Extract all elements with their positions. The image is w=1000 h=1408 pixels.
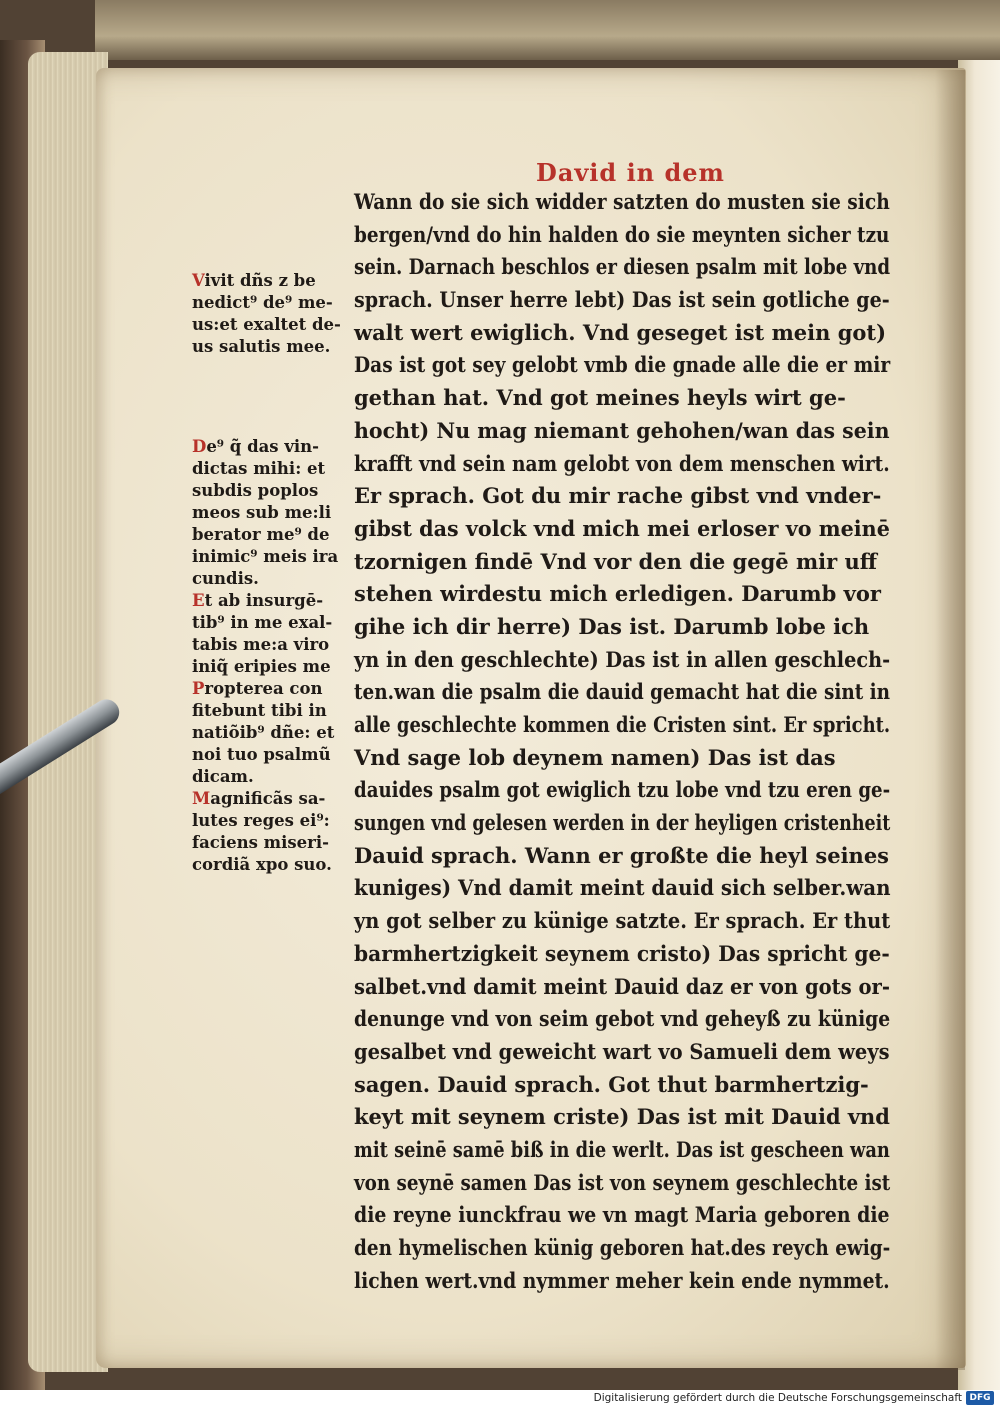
marginal-line: faciens miseri-	[192, 833, 329, 852]
text-line: gesalbet vnd geweicht wart vo Samueli dem weys	[354, 1038, 890, 1064]
text-line: sungen vnd gelesen werden in der heyligen cristenheit	[354, 810, 891, 836]
marginal-line: Propterea con	[192, 679, 323, 698]
marginal-line: tabis me:a viro	[192, 635, 330, 654]
dfg-logo: DFG	[966, 1391, 994, 1405]
text-line: walt wert ewiglich. Vnd geseget ist mein got)	[354, 319, 887, 345]
marginal-note-deus	[192, 436, 342, 876]
rubric-initial: D	[192, 437, 207, 456]
text-line: sein. Darnach beschlos er diesen psalm mit lobe vnd	[354, 254, 891, 280]
rubric-initial: E	[192, 591, 205, 610]
running-head: David in dem	[536, 158, 725, 187]
marginal-line: cordiã xpo suo.	[192, 855, 332, 874]
text-line: den hymelischen künig geboren hat.des reych ewig-	[354, 1235, 891, 1260]
rubric-initial: M	[192, 789, 211, 808]
text-line: gibst das volck vnd mich mei erloser vo meinē	[354, 515, 890, 541]
text-line: krafft vnd sein nam gelobt von dem menschen wirt.	[354, 450, 890, 476]
marginal-line: noi tuo psalmũ	[192, 745, 331, 764]
text-line: alle geschlechte kommen die Cristen sint. Er spricht.	[354, 712, 891, 737]
text-line: von seynē samen Das ist von seynem geschlechte ist	[354, 1169, 891, 1195]
text-line: ten.wan die psalm die dauid gemacht hat die sint in	[354, 679, 891, 705]
text-line: Er sprach. Got du mir rache gibst vnd vnder-	[354, 483, 882, 509]
marginal-line: inimic⁹ meis ira	[192, 547, 339, 566]
text-line: mit seinē samē biß in die werlt. Das ist gescheen wan	[354, 1136, 890, 1162]
text-line: tzornigen findē Vnd vor den die gegē mir uff	[354, 548, 878, 574]
rubric-initial: V	[192, 271, 205, 290]
text-line: lichen wert.vnd nymmer meher kein ende nymmet.	[354, 1267, 890, 1293]
text-line: keyt mit seynem criste) Das ist mit Dauid vnd	[354, 1104, 890, 1130]
rubric-initial: P	[192, 679, 205, 698]
text-line: sagen. Dauid sprach. Got thut barmhertzig-	[354, 1071, 869, 1097]
text-line: dauides psalm got ewiglich tzu lobe vnd tzu eren ge-	[354, 777, 891, 803]
text-line: Das ist got sey gelobt vmb die gnade alle die er mir	[354, 352, 891, 378]
marginal-line: dicam.	[192, 767, 254, 786]
marginal-line: iniq̃ eripies me	[192, 657, 331, 676]
text-line: sprach. Unser herre lebt) Das ist sein gotliche ge-	[354, 287, 890, 313]
footer-credit: Digitalisierung gefördert durch die Deutsche Forschungsgemeinschaft	[593, 1392, 962, 1404]
text-line: Wann do sie sich widder satzten do musten sie sich	[354, 189, 890, 214]
text-line: denunge vnd von seim gebot vnd geheyß zu künige	[354, 1006, 891, 1032]
marginal-line: cundis.	[192, 569, 259, 588]
text-line: yn in den geschlechte) Das ist in allen geschlech-	[354, 646, 891, 672]
text-line: Dauid sprach. Wann er großte die heyl seines	[354, 842, 890, 868]
marginal-line: nedict⁹ de⁹ me-	[192, 293, 333, 312]
marginal-line: De⁹ q̃ das vin-	[192, 437, 320, 456]
marginal-line: natiõib⁹ dñe: et	[192, 723, 335, 742]
marginal-line: lutes reges ei⁹:	[192, 811, 330, 830]
text-line: die reyne iunckfrau we vn magt Maria geboren die	[354, 1202, 890, 1228]
marginal-note-vivit	[192, 270, 342, 358]
binding-top	[95, 0, 1000, 60]
text-line: Vnd sage lob deynem namen) Das ist das	[354, 744, 836, 770]
marginal-line: us:et exaltet de-	[192, 315, 341, 334]
marginal-line: us salutis mee.	[192, 337, 331, 356]
marginal-line: Magnificãs sa-	[192, 789, 326, 808]
marginal-line: berator me⁹ de	[192, 525, 330, 544]
main-text-block	[354, 186, 890, 1297]
gutter-shadow	[935, 70, 965, 1370]
text-line: kuniges) Vnd damit meint dauid sich selber.wan	[354, 875, 891, 901]
text-line: hocht) Nu mag niemant gehohen/wan das sein	[354, 417, 890, 443]
marginal-line: fitebunt tibi in	[192, 701, 327, 720]
text-line: stehen wirdestu mich erledigen. Darumb vor	[354, 581, 881, 607]
marginal-line: Et ab insurgē-	[192, 591, 324, 610]
marginal-line: subdis poplos	[192, 481, 319, 500]
text-line: gethan hat. Vnd got meines heyls wirt ge-	[354, 385, 846, 411]
marginal-line: tib⁹ in me exal-	[192, 613, 333, 632]
text-line: salbet.vnd damit meint Dauid daz er von gots or-	[354, 973, 890, 999]
marginal-line: meos sub me:li	[192, 503, 332, 522]
marginal-line: dictas mihi: et	[192, 459, 326, 478]
text-line: gihe ich dir herre) Das ist. Darumb lobe ich	[354, 613, 870, 639]
marginal-line: Vivit dñs z be	[192, 271, 316, 290]
text-line: yn got selber zu künige satzte. Er sprach. Er thut	[354, 908, 891, 934]
text-line: bergen/vnd do hin halden do sie meynten sicher tzu	[354, 221, 890, 247]
text-line: barmhertzigkeit seynem cristo) Das spricht ge-	[354, 940, 890, 966]
